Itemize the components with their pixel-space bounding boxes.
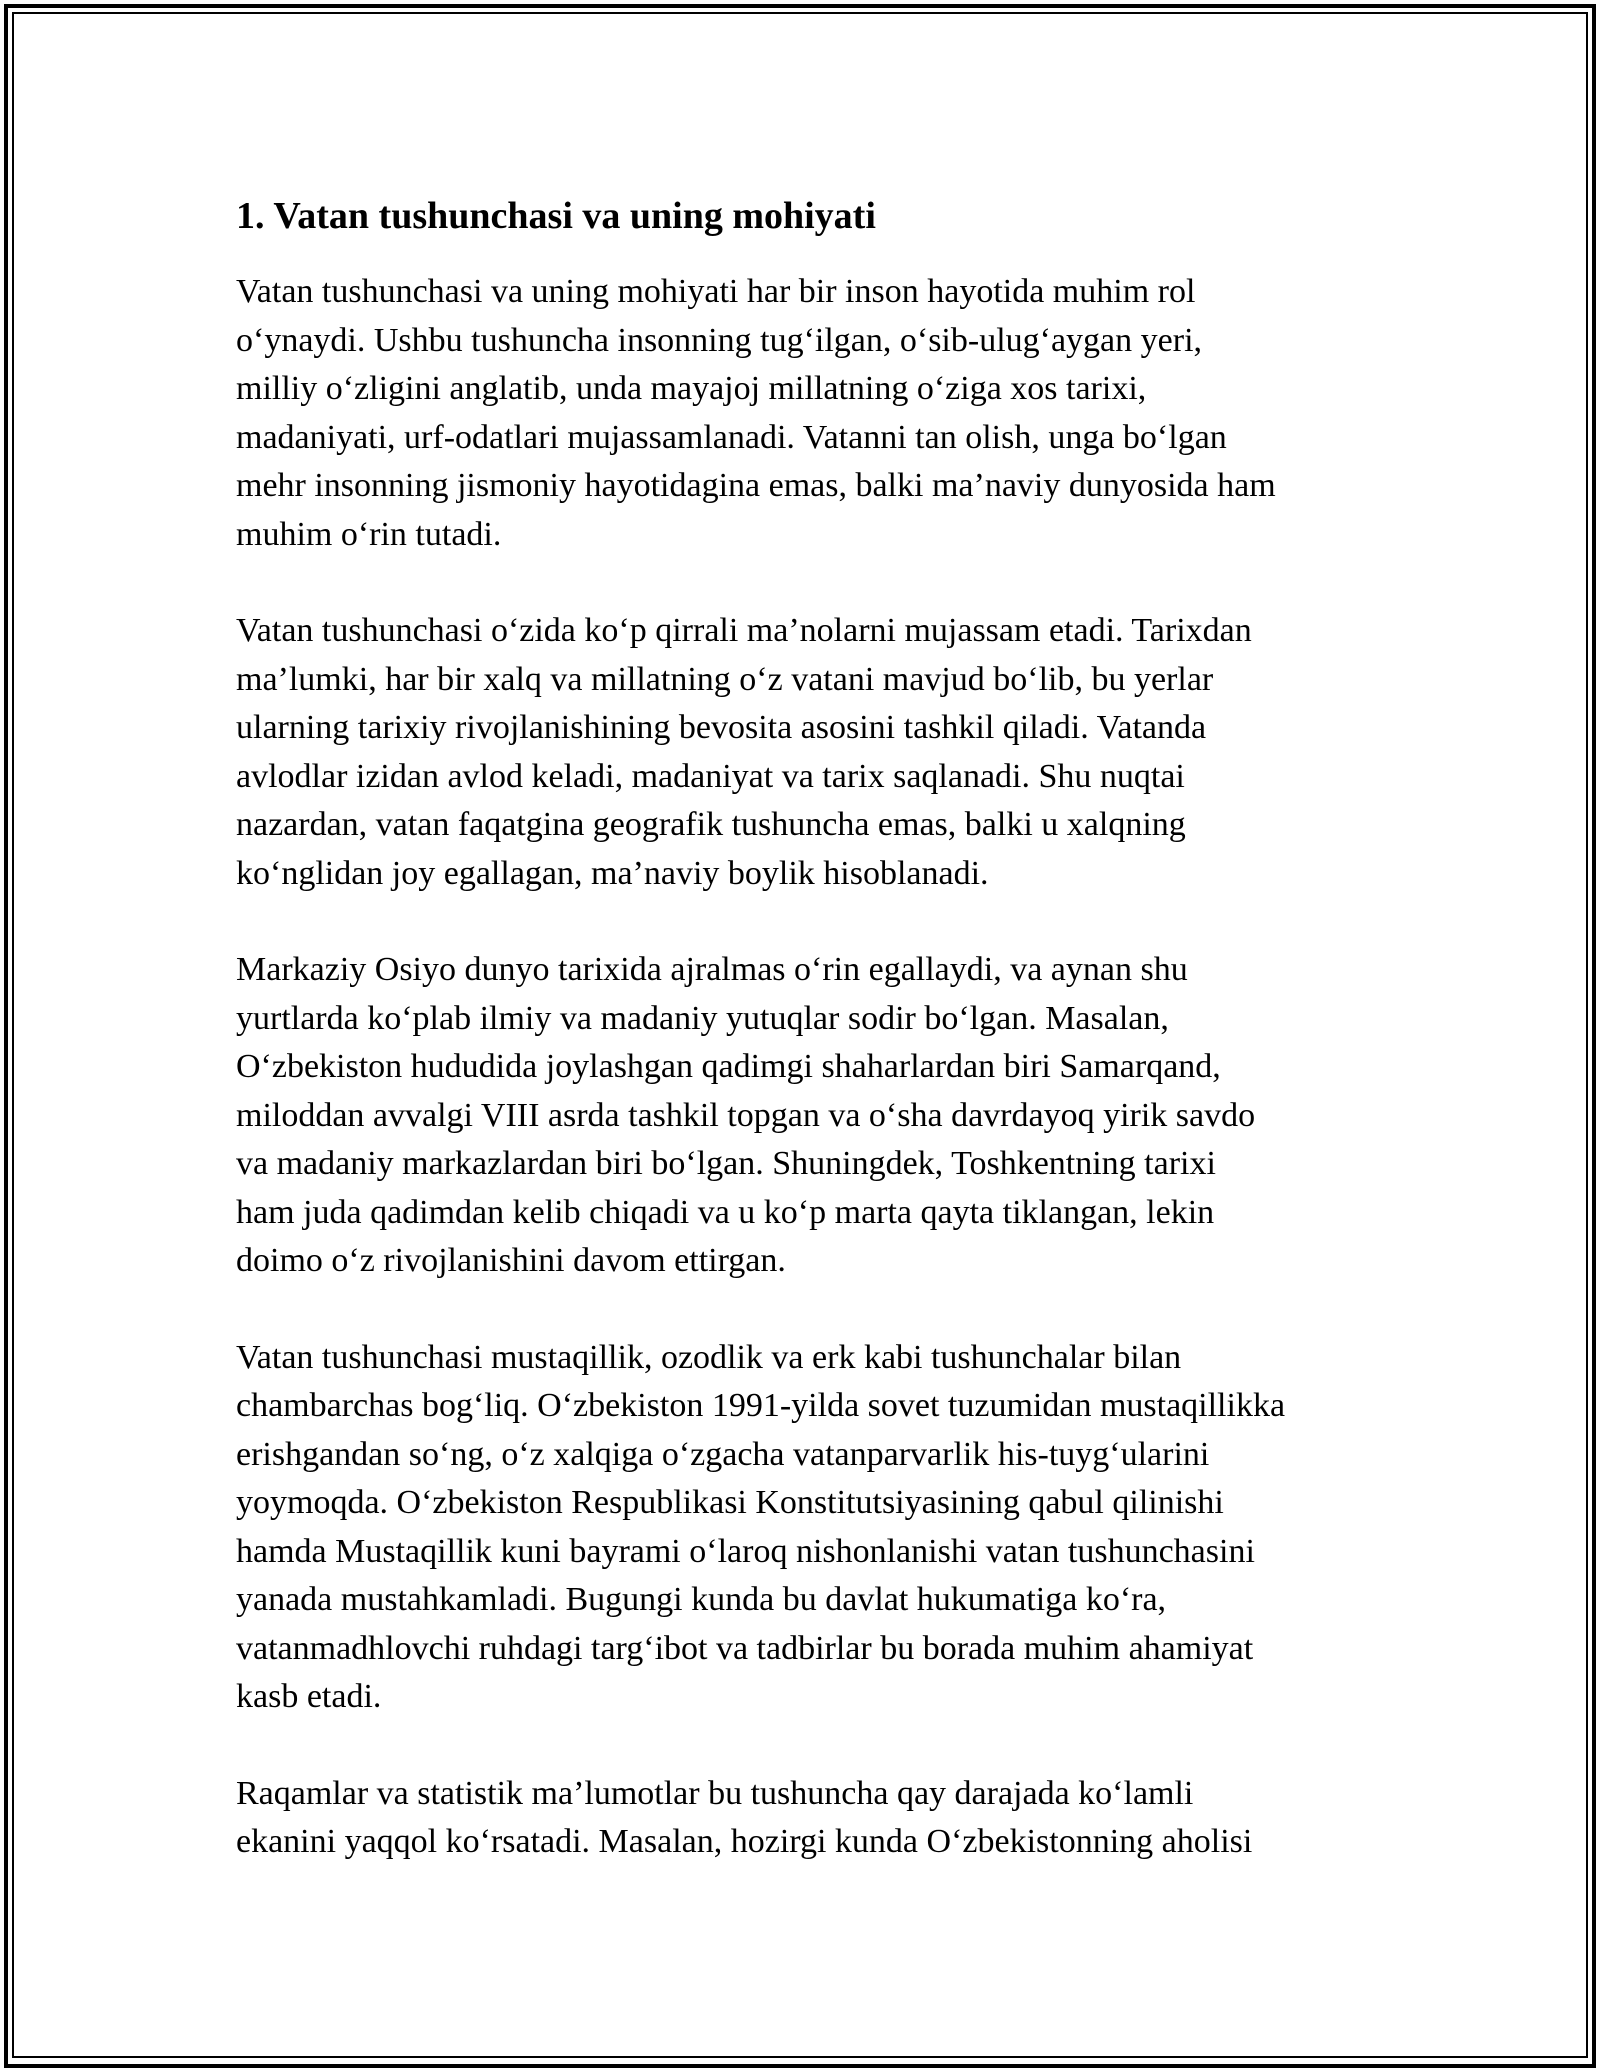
paragraph-line: nazardan, vatan faqatgina geografik tushuncha emas, balki u xalqning [236, 806, 1186, 843]
paragraph [236, 268, 1376, 559]
paragraph-line: chambarchas bog‘liq. O‘zbekiston 1991-yilda sovet tuzumidan mustaqillikka [236, 1387, 1286, 1424]
paragraph-line: vatanmadhlovchi ruhdagi targ‘ibot va tadbirlar bu borada muhim ahamiyat [236, 1629, 1254, 1667]
paragraph-line: yurtlarda ko‘plab ilmiy va madaniy yutuqlar sodir bo‘lgan. Masalan, [236, 999, 1169, 1037]
paragraph-line: Raqamlar va statistik ma’lumotlar bu tushuncha qay darajada ko‘lamli [236, 1774, 1194, 1812]
paragraph-line: avlodlar izidan avlod keladi, madaniyat va tarix saqlanadi. Shu nuqtai [236, 757, 1185, 795]
paragraph-line: ko‘nglidan joy egallagan, ma’naviy boylik hisoblanadi. [236, 854, 989, 892]
paragraph [236, 1770, 1376, 1867]
paragraph-line: muhim o‘rin tutadi. [236, 515, 502, 553]
paragraph-line: madaniyati, urf-odatlari mujassamlanadi. Vatanni tan olish, unga bo‘lgan [236, 418, 1227, 456]
paragraph-line: miloddan avvalgi VIII asrda tashkil topgan va o‘sha davrdayoq yirik savdo [236, 1096, 1256, 1134]
paragraph-line: yoymoqda. O‘zbekiston Respublikasi Konstitutsiyasining qabul qilinishi [236, 1484, 1224, 1521]
section-heading: 1. Vatan tushunchasi va uning mohiyati [236, 195, 876, 237]
paragraph-line: O‘zbekiston hududida joylashgan qadimgi shaharlardan biri Samarqand, [236, 1048, 1221, 1085]
paragraph [236, 607, 1376, 898]
document-body [236, 188, 1376, 1915]
paragraph-line: ma’lumki, har bir xalq va millatning o‘z vatani mavjud bo‘lib, bu yerlar [236, 660, 1214, 698]
paragraph-line: va madaniy markazlardan biri bo‘lgan. Shuningdek, Toshkentning tarixi [236, 1145, 1216, 1182]
paragraph-line: kasb etadi. [236, 1678, 382, 1715]
paragraph-line: Vatan tushunchasi o‘zida ko‘p qirrali ma’nolarni mujassam etadi. Tarixdan [236, 612, 1252, 649]
paragraph-line: doimo o‘z rivojlanishini davom ettirgan. [236, 1242, 786, 1279]
paragraph-line: milliy o‘zligini anglatib, unda mayajoj millatning o‘ziga xos tarixi, [236, 370, 1147, 407]
paragraph-line: ham juda qadimdan kelib chiqadi va u ko‘p marta qayta tiklangan, lekin [236, 1193, 1215, 1231]
paragraph-line: Markaziy Osiyo dunyo tarixida ajralmas o‘rin egallaydi, va aynan shu [236, 951, 1188, 988]
paragraph-list [236, 268, 1376, 1867]
paragraph-line: mehr insonning jismoniy hayotidagina emas, balki ma’naviy dunyosida ham [236, 467, 1276, 504]
paragraph-line: ularning tarixiy rivojlanishining bevosita asosini tashkil qiladi. Vatanda [236, 709, 1207, 746]
paragraph-line: o‘ynaydi. Ushbu tushuncha insonning tug‘ilgan, o‘sib-ulug‘aygan yeri, [236, 321, 1203, 359]
paragraph [236, 1334, 1376, 1722]
paragraph-line: ekanini yaqqol ko‘rsatadi. Masalan, hozirgi kunda O‘zbekistonning aholisi [236, 1823, 1253, 1860]
paragraph-line: hamda Mustaqillik kuni bayrami o‘laroq nishonlanishi vatan tushunchasini [236, 1532, 1255, 1570]
paragraph [236, 946, 1376, 1286]
paragraph-line: Vatan tushunchasi va uning mohiyati har bir inson hayotida muhim rol [236, 273, 1196, 310]
paragraph-line: Vatan tushunchasi mustaqillik, ozodlik va erk kabi tushunchalar bilan [236, 1338, 1182, 1376]
paragraph-line: yanada mustahkamladi. Bugungi kunda bu davlat hukumatiga ko‘ra, [236, 1581, 1167, 1618]
paragraph-line: erishgandan so‘ng, o‘z xalqiga o‘zgacha vatanparvarlik his-tuyg‘ularini [236, 1435, 1210, 1473]
